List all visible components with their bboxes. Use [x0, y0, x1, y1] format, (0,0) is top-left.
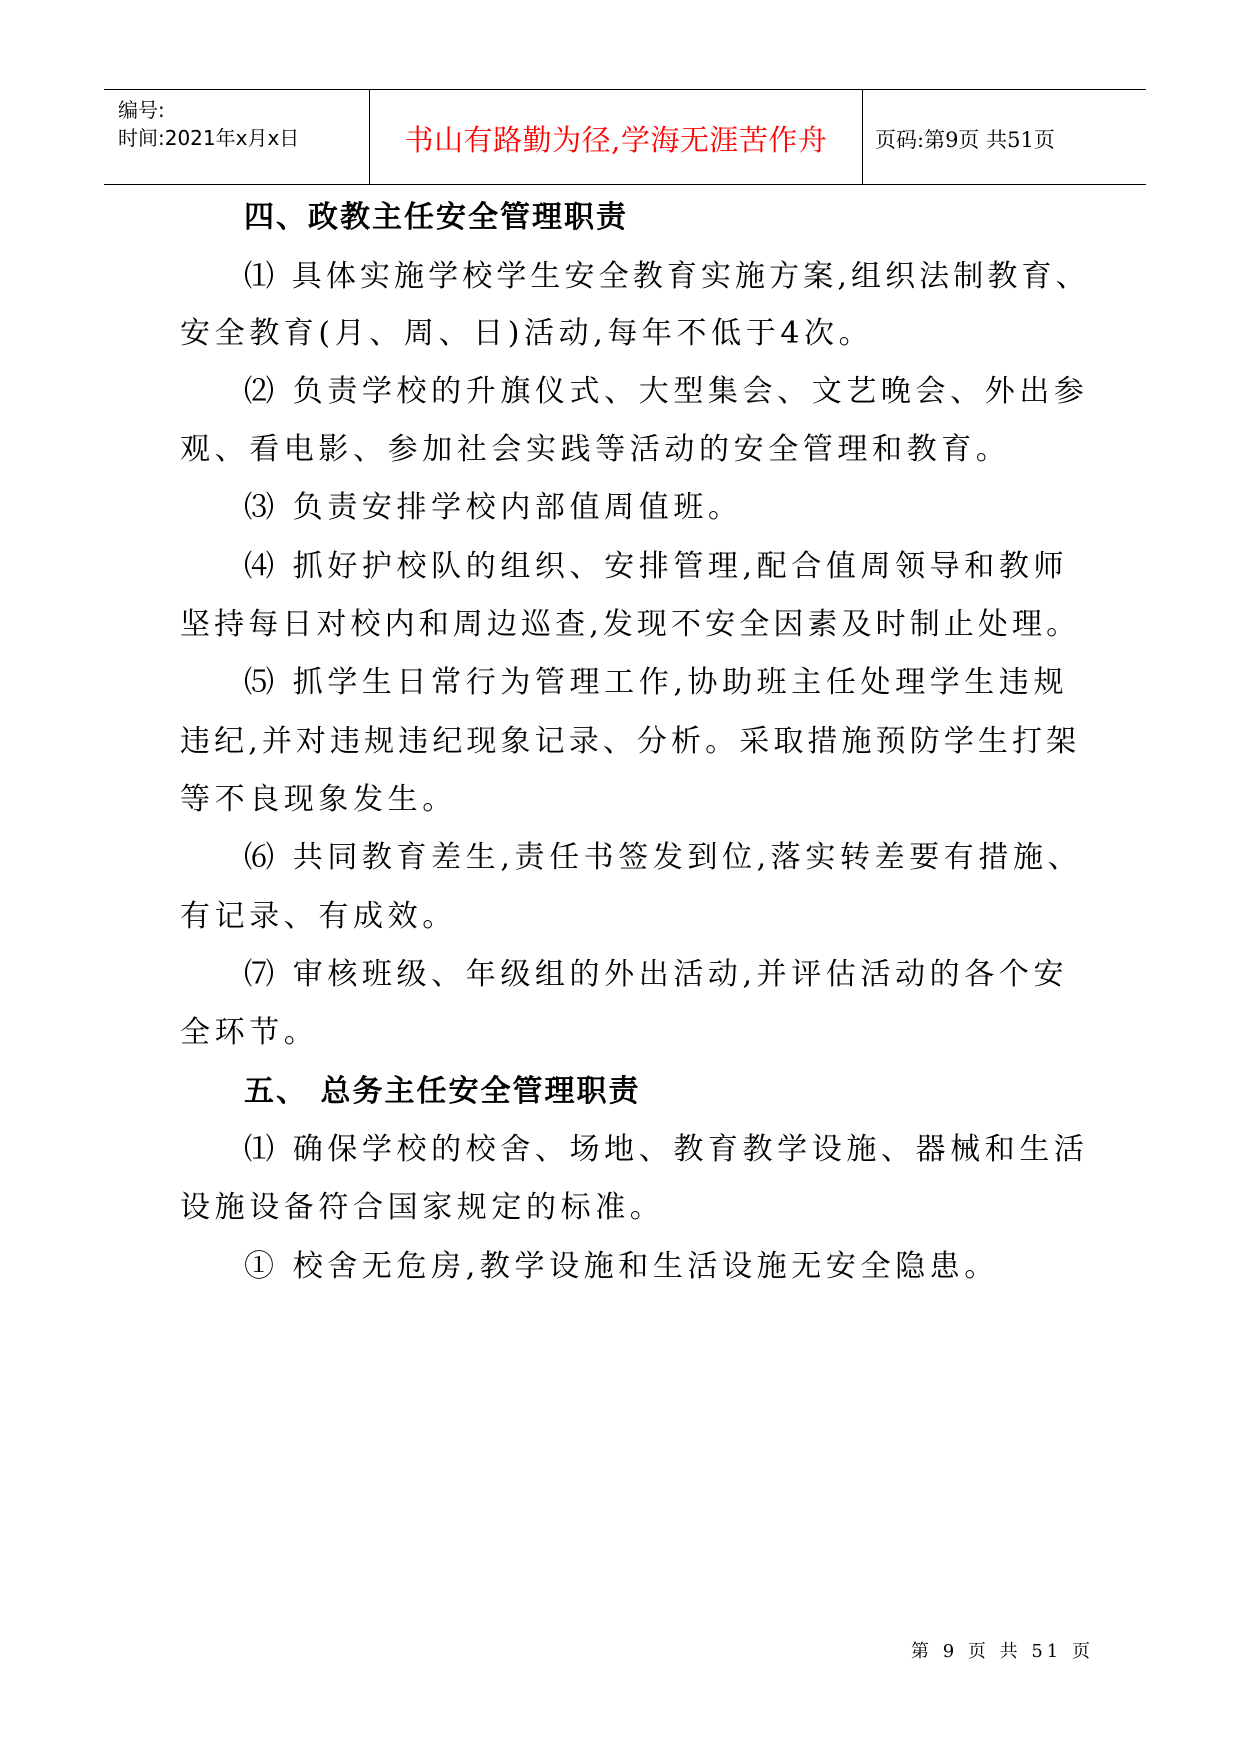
paragraph-line: 违纪,并对违规违纪现象记录、分析。采取措施预防学生打架	[180, 724, 1081, 759]
paragraph-line: ⑵ 负责学校的升旗仪式、大型集会、文艺晚会、外出参	[244, 374, 1089, 409]
header-motto: 书山有路勤为径,学海无涯苦作舟	[404, 123, 828, 157]
header-page-info: 页码:第9页 共51页	[875, 128, 1055, 152]
paragraph-line: 设施设备符合国家规定的标准。	[180, 1190, 665, 1225]
paragraph-line: 坚持每日对校内和周边巡查,发现不安全因素及时制止处理。	[180, 607, 1081, 642]
header-left-cell	[104, 90, 370, 184]
paragraph-line: 等不良现象发生。	[180, 782, 457, 817]
document-number-label: 编号:	[118, 98, 165, 122]
paragraph-line: ⑹ 共同教育差生,责任书签发到位,落实转差要有措施、	[244, 840, 1083, 875]
header-middle-cell	[370, 90, 863, 184]
paragraph-line: ⑴ 确保学校的校舍、场地、教育教学设施、器械和生活	[244, 1132, 1089, 1167]
paragraph-line: ⑺ 审核班级、年级组的外出活动,并评估活动的各个安	[244, 957, 1069, 992]
section-heading: 五、 总务主任安全管理职责	[244, 1074, 641, 1109]
document-time-label: 时间:2021年x月x日	[118, 126, 300, 150]
paragraph-line: ⑶ 负责安排学校内部值周值班。	[244, 490, 743, 525]
paragraph-line: ⑷ 抓好护校队的组织、安排管理,配合值周领导和教师	[244, 549, 1069, 584]
paragraph-line: ① 校舍无危房,教学设施和生活设施无安全隐患。	[244, 1249, 999, 1284]
header-right-cell	[863, 90, 1146, 184]
paragraph-line: 有记录、有成效。	[180, 899, 457, 934]
paragraph-line: 安全教育(月、周、日)活动,每年不低于4次。	[180, 316, 874, 351]
section-heading: 四、政教主任安全管理职责	[244, 200, 628, 235]
page-header	[104, 89, 1146, 185]
paragraph-line: 全环节。	[180, 1015, 319, 1050]
paragraph-line: 观、看电影、参加社会实践等活动的安全管理和教育。	[180, 432, 1011, 467]
paragraph-line: ⑸ 抓学生日常行为管理工作,协助班主任处理学生违规	[244, 665, 1069, 700]
page-footer: 第 9 页 共 51 页	[911, 1641, 1094, 1662]
paragraph-line: ⑴ 具体实施学校学生安全教育实施方案,组织法制教育、	[244, 259, 1090, 294]
